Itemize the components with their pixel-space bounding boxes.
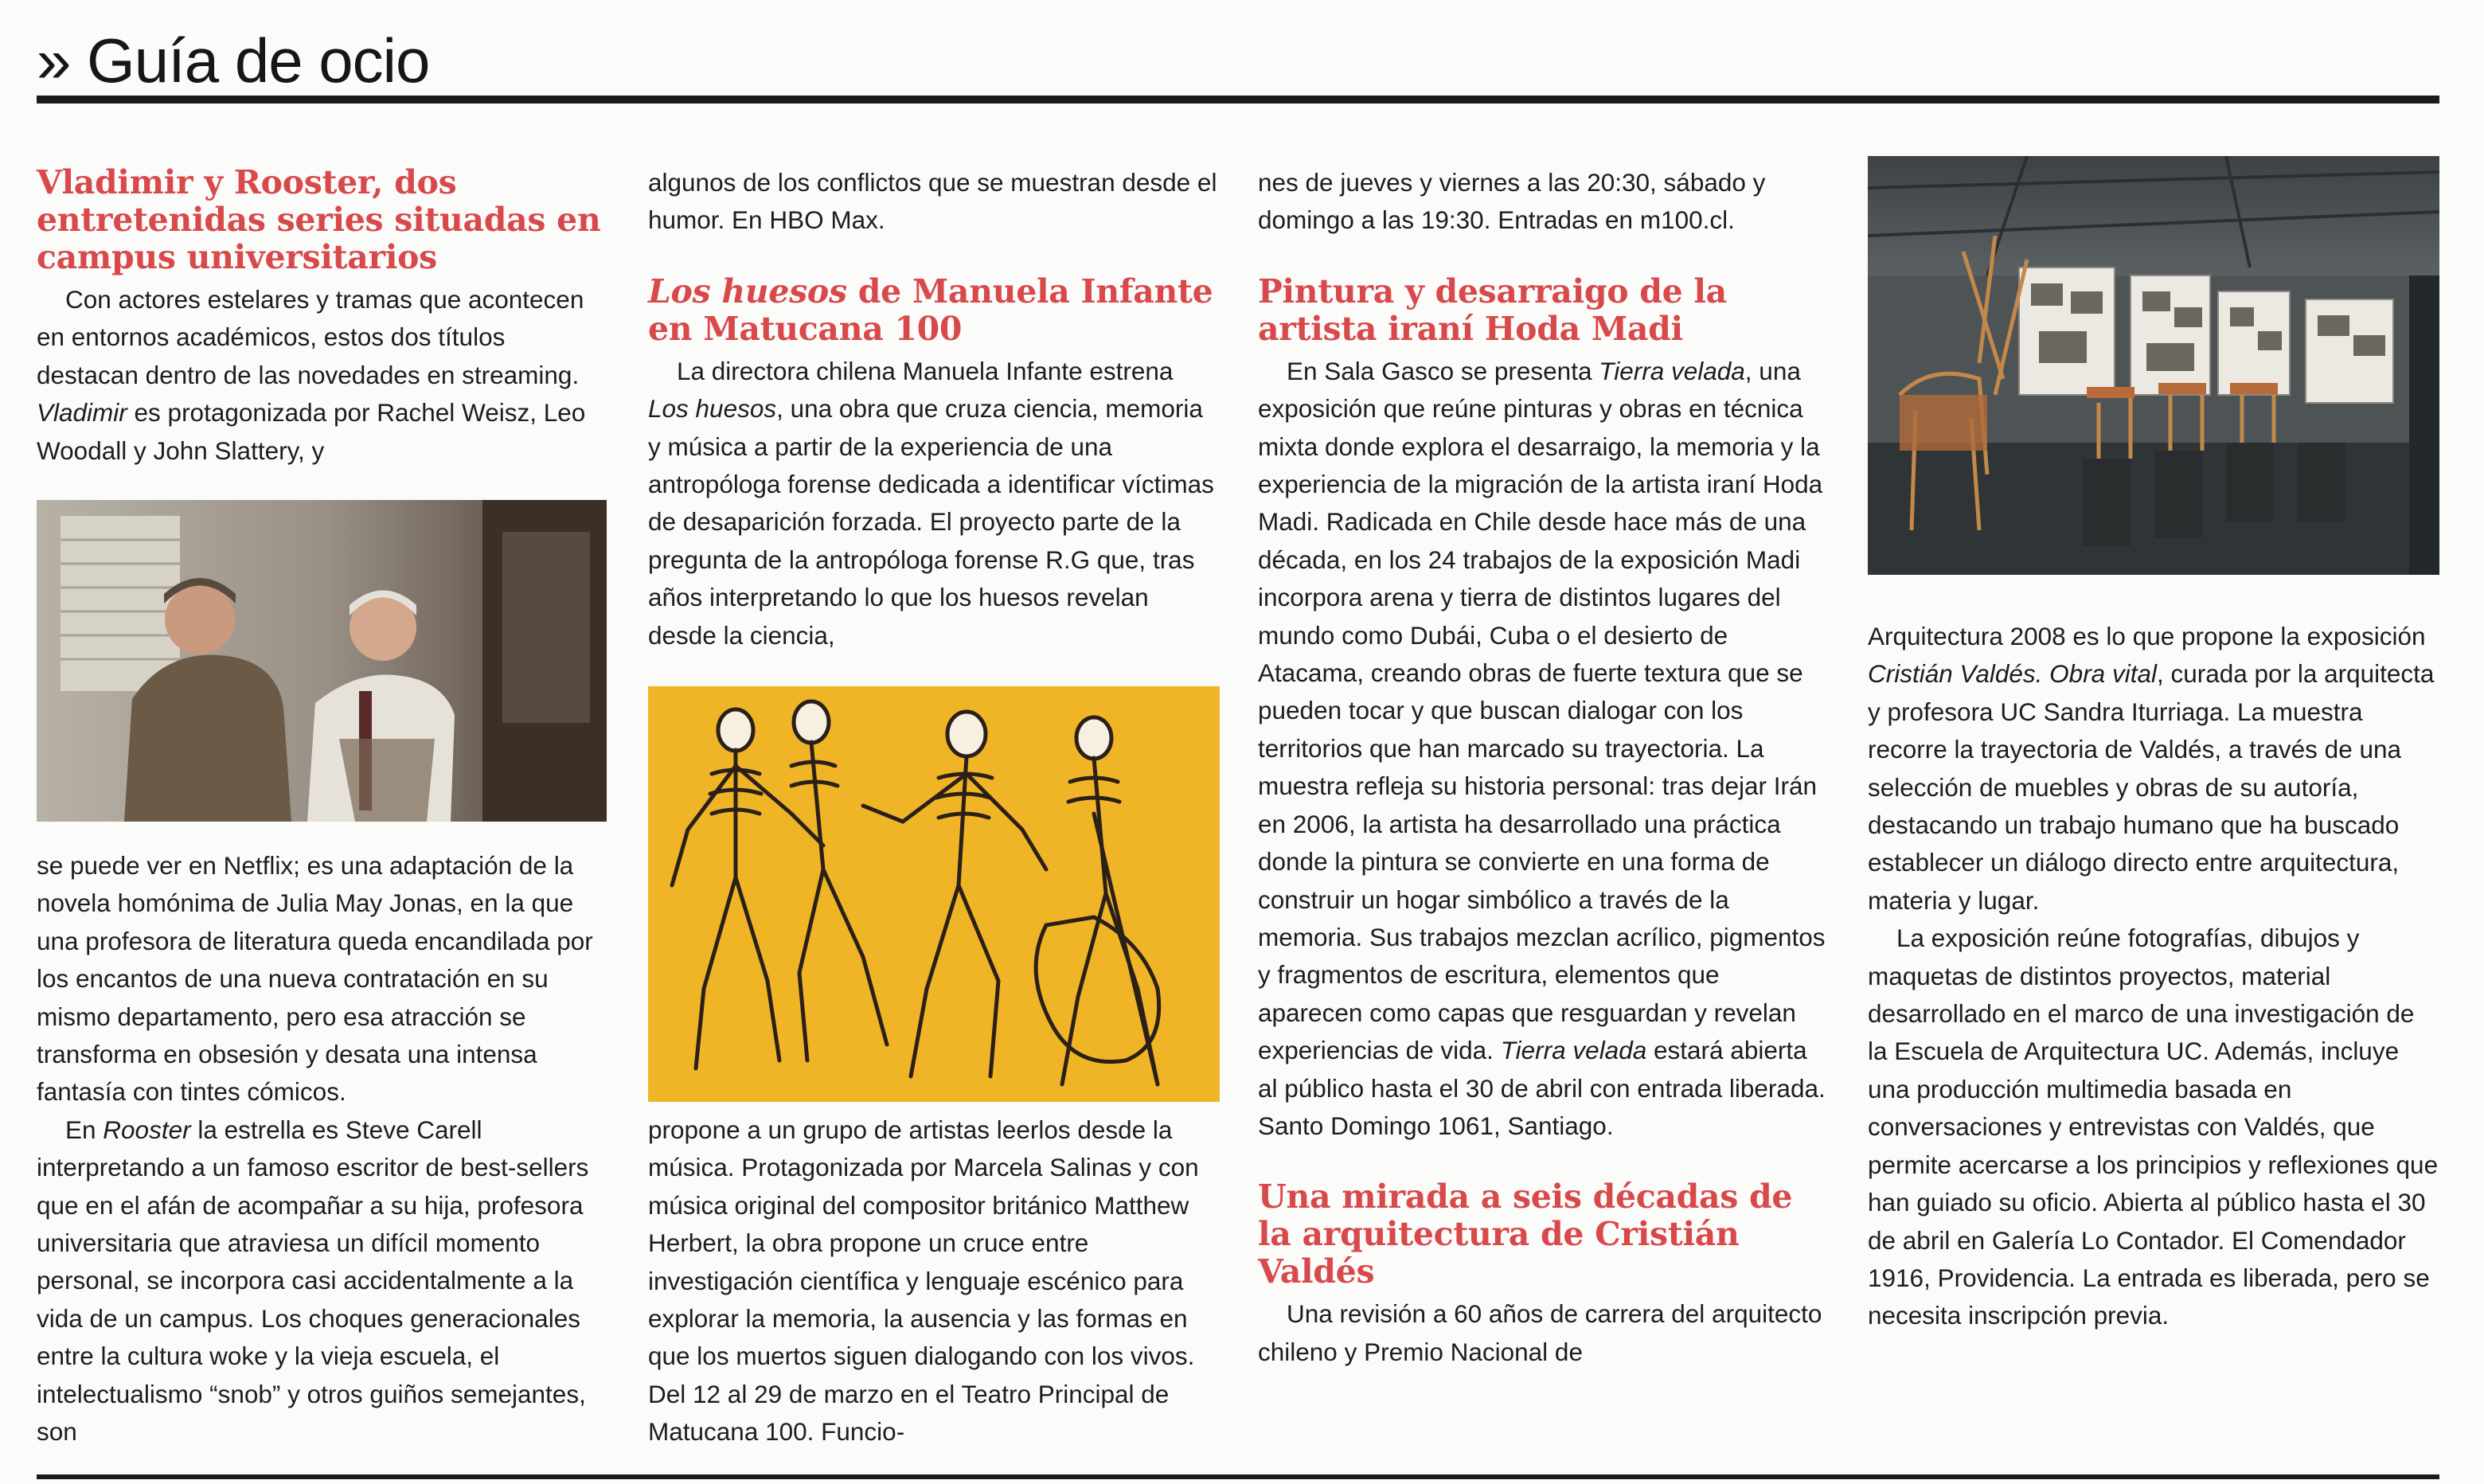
section-title: » Guía de ocio: [37, 25, 430, 96]
headline-vladimir-rooster: Vladimir y Rooster, dos entretenidas series situadas en campus universitarios: [37, 163, 601, 276]
paragraph: La exposición reúne fotografías, dibujos y maquetas de distintos proyectos, material desarrollado en el marco de una investigación de la Escuela de Arquitectura UC. Además, incluye una producción multimedia basada en conversaciones y entrevistas con Valdés, que permite acercarse a los principios y reflexiones que han guiado su oficio. Abierta al público hasta el 30 de abril en Galería Lo Contador. El Comendador 1916, Providencia. La entrada es liberada, pero se necesita inscripción previa.: [1868, 924, 2439, 1330]
paragraph: La directora chilena Manuela Infante estrena Los huesos, una obra que cruza ciencia, memoria y música a partir de la experiencia de una antropóloga forense dedicada a identificar víctimas de desaparición forzada. El proyecto parte de la pregunta de la antropóloga forense R.G que, tras años interpretando lo que los huesos revelan desde la ciencia,: [648, 356, 1214, 650]
paragraph: propone a un grupo de artistas leerlos desde la música. Protagonizada por Marcela Salinas y con música original del compositor británico Matthew Herbert, la obra propone un cruce entre investigación científica y lenguaje escénico para explorar la memoria, la ausencia y las formas en que los muertos siguen dialogando con los vivos. Del 12 al 29 de marzo en el Teatro Principal de Matucana 100. Funcio-: [648, 1115, 1199, 1447]
column-3: [1258, 164, 1830, 1371]
headline-hoda-madi: Pintura y desarraigo de la artista iraní Hoda Madi: [1258, 271, 1727, 348]
column-4: [1868, 618, 2439, 1335]
column-1-cont: [37, 847, 608, 1451]
paragraph: nes de jueves y viernes a las 20:30, sábado y domingo a las 19:30. Entradas en m100.cl.: [1258, 168, 1766, 235]
illustration-skeletons: [648, 686, 1220, 1102]
top-rule: [37, 96, 2439, 103]
column-2-cont: [648, 1111, 1220, 1451]
photo-actors: [37, 500, 607, 822]
photo-exhibition: [1868, 156, 2439, 575]
paragraph: Con actores estelares y tramas que acontecen en entornos académicos, estos dos títulos destacan dentro de las novedades en streaming. Vladimir es protagonizada por Rachel Weisz, Leo Woodall y John Slattery, y: [37, 285, 586, 465]
paragraph: Arquitectura 2008 es lo que propone la exposición Cristián Valdés. Obra vital, curada por la arquitecta y profesora UC Sandra Iturriaga. La muestra recorre la trayectoria de Valdés, a través de una selección de muebles y obras de su autoría, destacando un trabajo humano que ha buscado establecer un diálogo directo entre arquitectura, materia y lugar.: [1868, 622, 2435, 915]
paragraph: Una revisión a 60 años de carrera del arquitecto chileno y Premio Nacional de: [1258, 1299, 1822, 1366]
paragraph: se puede ver en Netflix; es una adaptación de la novela homónima de Julia May Jonas, en la que una profesora de literatura queda encandilada por los encantos de una nueva contratación en su mismo departamento, pero esa atracción se transforma en obsesión y desata una intensa fantasía con tintes cómicos.: [37, 851, 593, 1107]
paragraph: algunos de los conflictos que se muestran desde el humor. En HBO Max.: [648, 168, 1217, 235]
column-2: [648, 164, 1220, 654]
headline-los-huesos: Los huesos de Manuela Infante en Matucana 100: [648, 271, 1213, 348]
headline-cristian-valdes: Una mirada a seis décadas de la arquitectura de Cristián Valdés: [1258, 1177, 1793, 1291]
paragraph: En Rooster la estrella es Steve Carell interpretando a un famoso escritor de best-sellers que en el afán de acompañar a su hija, profesora universitaria que atraviesa un difícil momento personal, se incorpora casi accidentalmente a la vida de un campus. Los choques generacionales entre la cultura woke y la vieja escuela, el intelectualismo “snob” y otros guiños semejantes, son: [37, 1115, 589, 1447]
bottom-rule: [37, 1474, 2439, 1479]
paragraph: En Sala Gasco se presenta Tierra velada, una exposición que reúne pinturas y obras en técnica mixta donde explora el desarraigo, la memoria y la experiencia de la migración de la artista iraní Hoda Madi. Radicada en Chile desde hace más de una década, en los 24 trabajos de la exposición Madi incorpora arena y tierra de distintos lugares del mundo como Dubái, Cuba o el desierto de Atacama, creando obras de fuerte textura que se pueden tocar y que buscan dialogar con los territorios que han marcado su trayectoria. La muestra refleja su historia personal: tras dejar Irán en 2006, la artista ha desarrollado una práctica donde la pintura se convierte en una forma de construir un hogar simbólico a través de la memoria. Sus trabajos mezclan acrílico, pigmentos y fragmentos de escritura, elementos que aparecen como capas que resguardan y revelan experiencias de vida. Tierra velada estará abierta al público hasta el 30 de abril con entrada liberada. Santo Domingo 1061, Santiago.: [1258, 356, 1826, 1140]
column-1: [37, 164, 608, 470]
